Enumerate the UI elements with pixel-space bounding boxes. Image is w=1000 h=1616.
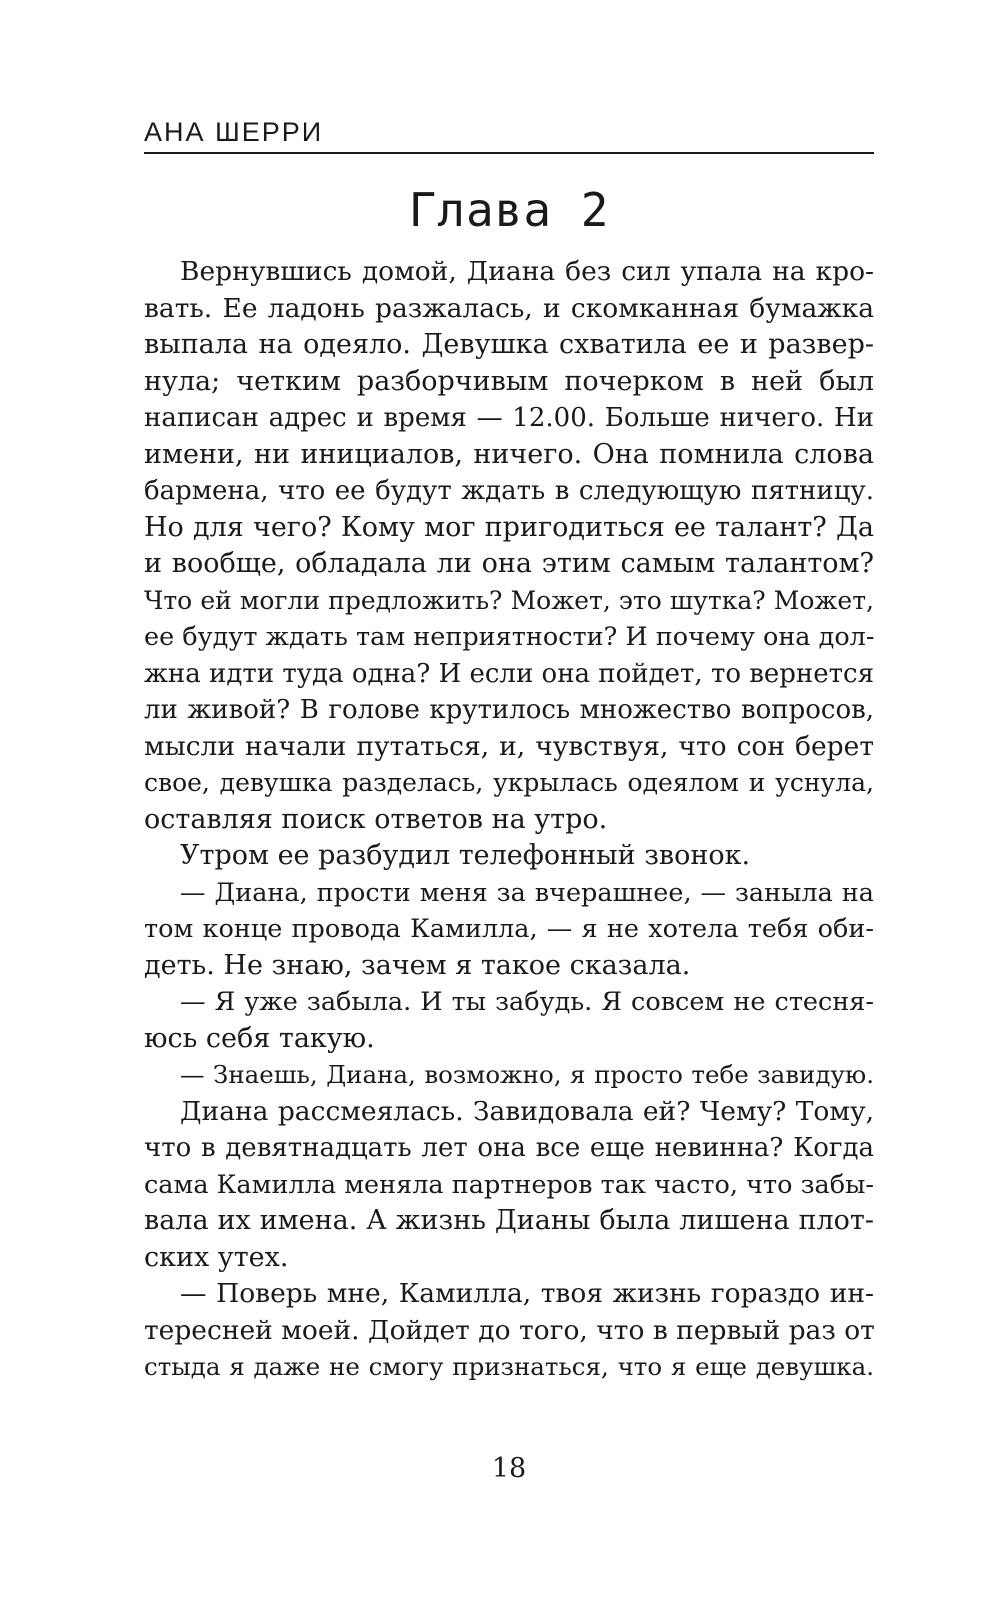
text-line: сама Камилла меняла партнеров так часто, что забы- [144, 1169, 874, 1200]
text-line: — Знаешь, Диана, возможно, я просто тебе завидую. [180, 1060, 874, 1089]
text-line: и вообще, обладала ли она этим самым талантом? [144, 548, 874, 579]
text-line: Но для чего? Кому мог пригодиться ее талант? Да [144, 511, 874, 543]
text-line: том конце провода Камилла, — я не хотела тебя оби- [144, 914, 874, 944]
text-line: Утром ее разбудил телефонный звонок. [180, 840, 751, 871]
text-line: жна идти туда одна? И если она пойдет, то вернется [144, 658, 874, 689]
text-line: что в девятнадцать лет она все еще невинна? Когда [144, 1133, 874, 1163]
text-line: ских утех. [144, 1241, 289, 1273]
text-line: юсь себя такую. [144, 1022, 375, 1054]
text-line: — Я уже забыла. И ты забудь. Я совсем не стесня- [180, 987, 874, 1017]
text-line: Что ей могли предложить? Может, это шутка? Может, [144, 585, 874, 615]
text-line: мысли начали путаться, и, чувствуя, что сон берет [144, 730, 874, 762]
page-number: 18 [491, 1453, 527, 1484]
text-line: Диана рассмеялась. Завидовала ей? Чему? Тому, [180, 1095, 874, 1127]
body-text [144, 254, 874, 1386]
text-line: тересней моей. Дойдет до того, что в первый раз от [144, 1314, 875, 1346]
text-line: вала их имена. А жизнь Дианы была лишена плот- [144, 1205, 874, 1236]
text-line: написан адрес и время — 12.00. Больше ничего. Ни [144, 403, 874, 433]
text-line: имени, ни инициалов, ничего. Она помнила слова [144, 438, 874, 470]
header-rule [144, 152, 874, 154]
text-line: ли живой? В голове крутилось множество вопросов, [144, 695, 874, 725]
text-line: оставляя поиск ответов на утро. [144, 803, 608, 835]
chapter-title: Глава 2 [408, 183, 610, 237]
text-line: бармена, что ее будут ждать в следующую пятницу. [144, 476, 874, 506]
text-line: выпала на одеяло. Девушка схватила ее и развер- [144, 329, 874, 360]
running-head-author: АНА ШЕРРИ [144, 117, 324, 147]
text-line: Вернувшись домой, Диана без сил упала на кро- [180, 256, 874, 287]
text-line: свое, девушка разделась, укрылась одеялом и уснула, [144, 768, 874, 797]
text-line: вать. Ее ладонь разжалась, и скомканная бумажка [144, 292, 874, 324]
text-line: деть. Не знаю, зачем я такое сказала. [144, 949, 691, 981]
text-line: стыда я даже не смогу признаться, что я еще девушка. [144, 1352, 874, 1381]
text-line: — Поверь мне, Камилла, твоя жизнь гораздо ин- [180, 1278, 874, 1309]
text-line: — Диана, прости меня за вчерашнее, — заныла на [180, 877, 874, 908]
text-line: ее будут ждать там неприятности? И почему она дол- [144, 622, 875, 652]
text-line: нула; четким разборчивым почерком в ней был [144, 365, 874, 397]
